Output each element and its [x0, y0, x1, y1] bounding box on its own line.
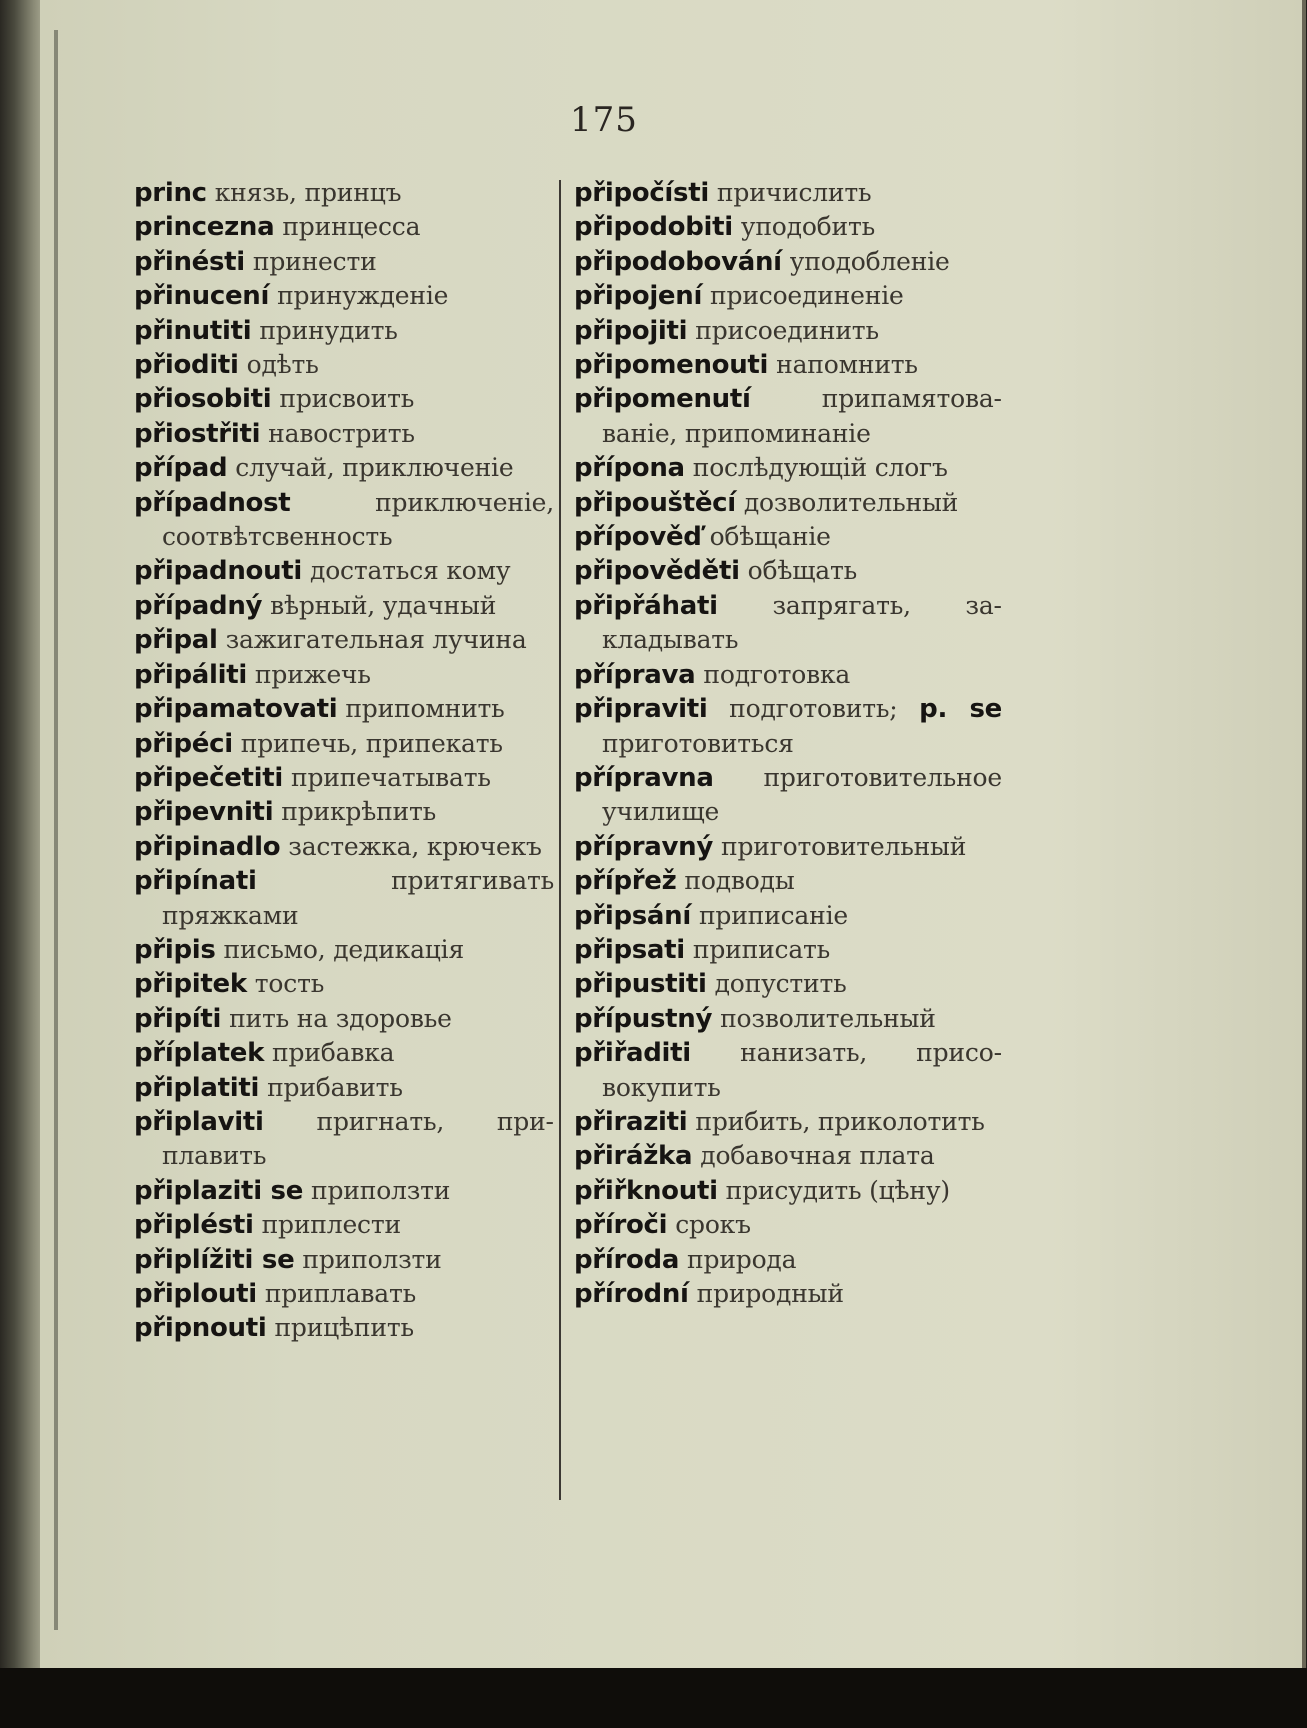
headword: příroči [574, 1210, 668, 1241]
translation: прибавить [267, 1072, 403, 1102]
dictionary-entry [134, 1071, 554, 1105]
headword: připéci [134, 728, 233, 759]
translation: припомнить [345, 694, 505, 724]
translation: приготовительное училище [602, 762, 1002, 827]
dictionary-entry [134, 1208, 554, 1242]
dictionary-entry [134, 1174, 554, 1208]
headword: připomenouti [574, 350, 769, 381]
headword: připočísti [574, 178, 709, 208]
headword: přípravný [574, 831, 714, 862]
translation: приготовительный [720, 831, 967, 861]
dictionary-entry [574, 1105, 1002, 1139]
dictionary-entry [134, 830, 554, 864]
dictionary-entry [134, 761, 554, 795]
translation: присвоить [279, 384, 415, 414]
translation: приключеніе, соотвѣтсвенность [162, 487, 554, 552]
dictionary-entry [134, 451, 554, 485]
headword: připustiti [574, 969, 707, 1000]
dictionary-entry [134, 1277, 554, 1311]
sub-translation: приготовиться [602, 728, 794, 758]
headword: připnouti [134, 1313, 267, 1344]
headword: připlížiti se [134, 1244, 295, 1275]
dictionary-entry [574, 245, 1002, 279]
translation: притягивать пряжками [162, 866, 554, 930]
dictionary-entry [574, 1174, 1002, 1208]
headword: připíti [134, 1003, 222, 1034]
headword: přiosobiti [134, 384, 272, 415]
dictionary-entry [574, 382, 1002, 451]
translation: подводы [684, 866, 795, 896]
dictionary-entry [574, 314, 1002, 348]
headword: připsání [574, 900, 691, 931]
headword: příplatek [134, 1038, 265, 1069]
headword: připlatiti [134, 1072, 260, 1103]
translation: подготовить; [729, 694, 898, 724]
translation: допустить [714, 969, 847, 999]
page-spine-shadow [54, 30, 58, 1630]
dictionary-entry [574, 348, 1002, 382]
translation: прицѣпить [274, 1313, 414, 1343]
translation: принудить [259, 315, 398, 345]
translation: принцесса [282, 212, 421, 242]
headword: příroda [574, 1244, 680, 1275]
headword: připojení [574, 281, 703, 312]
dictionary-entry [134, 554, 554, 588]
dictionary-entry [574, 864, 1002, 898]
dictionary-entry [574, 1036, 1002, 1105]
dictionary-entry [574, 554, 1002, 588]
dictionary-entry [134, 967, 554, 1001]
headword: případ [134, 453, 228, 484]
translation: обѣщать [747, 556, 858, 586]
translation: письмо, дедикація [223, 934, 465, 964]
headword: připečetiti [134, 762, 284, 793]
translation: случай, приключеніе [235, 453, 514, 483]
translation: вѣрный, удачный [270, 590, 497, 620]
translation: уподобленіе [789, 246, 950, 276]
headword: přípravna [574, 762, 714, 793]
headword: připověděti [574, 556, 740, 587]
dictionary-entry [134, 210, 554, 244]
translation: приплести [261, 1210, 401, 1240]
dictionary-entry [134, 623, 554, 657]
headword: přiřknouti [574, 1175, 718, 1206]
headword: připomenutí [574, 384, 751, 415]
dictionary-entry [134, 1105, 554, 1174]
dictionary-entry [574, 1243, 1002, 1277]
headword: připamatovati [134, 694, 338, 725]
dictionary-entry [134, 1002, 554, 1036]
translation: пить на здоровье [229, 1003, 452, 1033]
dictionary-entry [574, 486, 1002, 520]
headword: princezna [134, 212, 275, 243]
dictionary-entry [574, 210, 1002, 244]
dictionary-entry [574, 933, 1002, 967]
dictionary-entry [134, 348, 554, 382]
translation: послѣдующій слогъ [692, 453, 948, 483]
headword: připinadlo [134, 831, 281, 862]
translation: достаться кому [310, 556, 511, 586]
translation: подготовка [703, 659, 851, 689]
dictionary-entry [134, 417, 554, 451]
dictionary-entry [134, 279, 554, 313]
translation: обѣщаніе [709, 522, 831, 552]
headword: připlouti [134, 1279, 257, 1309]
headword: přinésti [134, 246, 245, 277]
column-divider [559, 180, 561, 1500]
dictionary-entry [134, 1036, 554, 1070]
dictionary-entry [134, 658, 554, 692]
translation: прикрѣпить [281, 797, 437, 827]
dictionary-entry [574, 520, 1002, 554]
translation: принужденіе [277, 281, 449, 311]
translation: дозволительный [743, 487, 959, 517]
headword: případný [134, 590, 263, 621]
headword: příprava [574, 659, 696, 690]
translation: присудить (цѣну) [725, 1175, 950, 1205]
headword: připlésti [134, 1210, 254, 1241]
headword: připínati [134, 866, 257, 897]
dictionary-entry [134, 1311, 554, 1345]
translation: запрягать, закладывать [602, 590, 1002, 655]
translation: припечатывать [290, 762, 491, 792]
dictionary-entry [134, 382, 554, 416]
translation: навострить [268, 418, 415, 448]
dictionary-entry [134, 864, 554, 933]
headword: přinutiti [134, 315, 252, 346]
dictionary-entry [134, 245, 554, 279]
translation: природа [687, 1244, 797, 1274]
dictionary-entry [134, 692, 554, 726]
headword: přípověď [574, 522, 702, 553]
dictionary-entry [574, 1139, 1002, 1173]
translation: застежка, крючекъ [288, 831, 542, 861]
headword: připouštěcí [574, 487, 736, 518]
translation: приписаніе [698, 900, 848, 930]
translation: присоединеніе [710, 281, 904, 311]
headword: připadnouti [134, 556, 303, 587]
headword: připitek [134, 969, 247, 1000]
headword: připlaziti se [134, 1175, 304, 1206]
translation: напомнить [776, 350, 918, 380]
sub-headword: p. se [919, 694, 1002, 725]
headword: přípustný [574, 1003, 713, 1034]
headword: přípřež [574, 866, 677, 897]
translation: одѣть [246, 350, 319, 380]
dictionary-entry [134, 727, 554, 761]
dictionary-entry [574, 589, 1002, 658]
dictionary-entry [574, 967, 1002, 1001]
translation: князь, принцъ [214, 178, 402, 207]
dictionary-entry [574, 658, 1002, 692]
headword: případnost [134, 487, 291, 518]
dictionary-entry [574, 761, 1002, 830]
translation: пригнать, приплавить [162, 1106, 554, 1171]
dictionary-entry [574, 451, 1002, 485]
headword: přiostřiti [134, 418, 261, 449]
translation: припамятоваваніе, припоминаніе [602, 384, 1002, 448]
headword: připraviti [574, 694, 708, 725]
headword: přirážka [574, 1141, 693, 1172]
headword: přinucení [134, 281, 270, 312]
translation: тость [254, 969, 325, 999]
translation: нанизать, присовокупить [602, 1038, 1003, 1102]
dictionary-entry [134, 314, 554, 348]
dictionary-entry [574, 692, 1002, 761]
dictionary-entry [134, 589, 554, 623]
right-column [574, 176, 1002, 1311]
translation: добавочная плата [700, 1141, 935, 1171]
translation: припечь, припекать [240, 728, 503, 758]
headword: připevniti [134, 797, 274, 828]
headword: přiřaditi [574, 1038, 691, 1069]
translation: приписать [692, 934, 831, 964]
dictionary-entry [574, 279, 1002, 313]
headword: přípona [574, 453, 685, 484]
dictionary-entry [574, 1002, 1002, 1036]
headword: připodobiti [574, 212, 733, 243]
headword: připis [134, 934, 216, 965]
dictionary-entry [134, 1243, 554, 1277]
headword: princ [134, 178, 207, 208]
headword: připsati [574, 934, 685, 965]
translation: присоединить [695, 315, 879, 345]
translation: прижечь [254, 659, 371, 689]
dictionary-entry [574, 1208, 1002, 1242]
headword: připlaviti [134, 1106, 264, 1137]
scan-bottom-edge [0, 1668, 1307, 1728]
translation: приплавать [264, 1279, 417, 1308]
headword: připřáhati [574, 590, 718, 621]
translation: природный [696, 1279, 844, 1308]
translation: уподобить [740, 212, 876, 242]
translation: приползти [302, 1244, 442, 1274]
translation: срокъ [675, 1210, 751, 1240]
headword: připáliti [134, 659, 247, 690]
dictionary-entry [134, 933, 554, 967]
dictionary-entry [134, 795, 554, 829]
page-number: 175 [570, 100, 638, 140]
headword: přiraziti [574, 1106, 688, 1137]
headword: připodobování [574, 246, 782, 277]
translation: приползти [311, 1175, 451, 1205]
headword: připal [134, 625, 218, 656]
translation: позволительный [720, 1003, 936, 1033]
dictionary-entry [574, 1277, 1002, 1311]
left-column [134, 176, 554, 1346]
dictionary-entry [574, 830, 1002, 864]
headword: přioditi [134, 350, 239, 381]
translation: причислить [716, 178, 872, 207]
headword: přírodní [574, 1279, 689, 1309]
translation: прибить, приколотить [695, 1106, 985, 1136]
translation: прибавка [272, 1038, 395, 1068]
dictionary-entry [134, 486, 554, 555]
dictionary-entry [134, 176, 554, 210]
translation: зажигательная лучина [225, 625, 527, 655]
headword: připojiti [574, 315, 688, 346]
translation: принести [252, 246, 377, 276]
dictionary-entry [574, 899, 1002, 933]
dictionary-entry [574, 176, 1002, 210]
